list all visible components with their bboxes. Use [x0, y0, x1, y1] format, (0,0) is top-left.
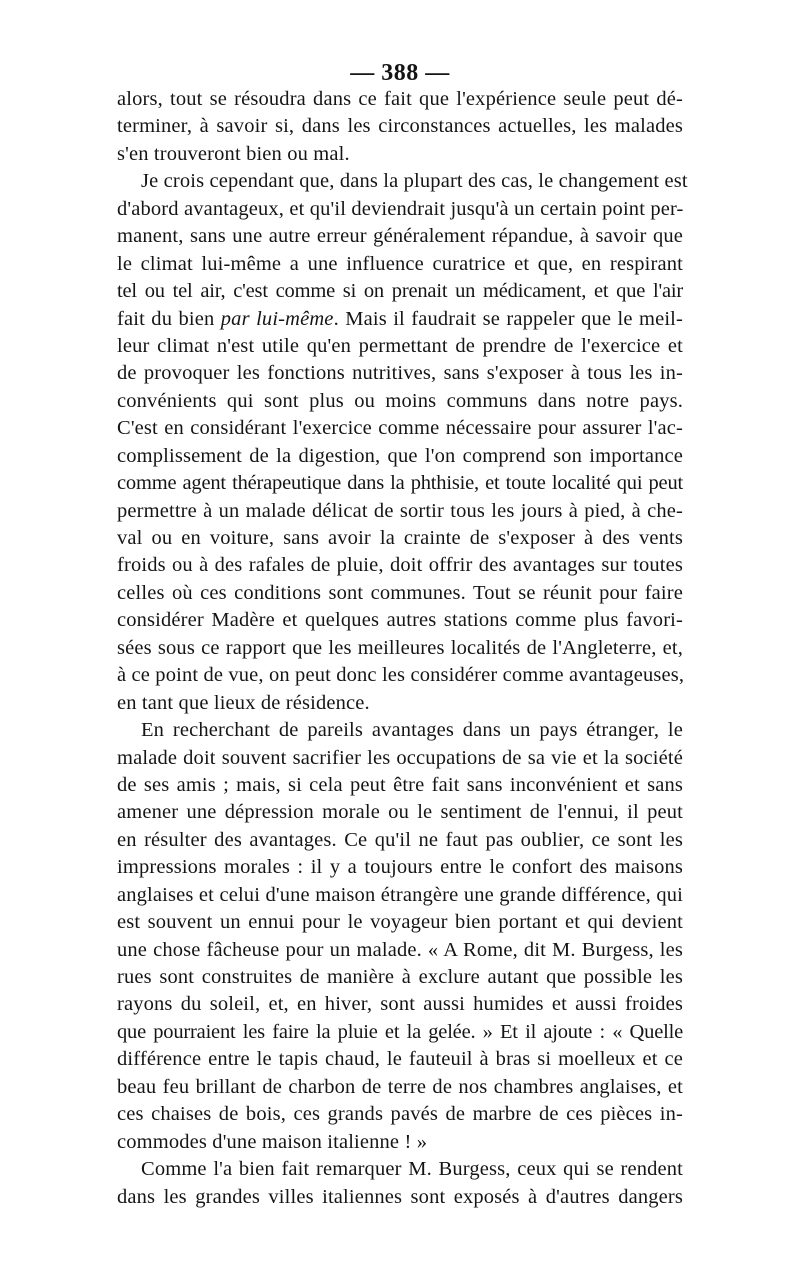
text-line: sées sous ce rapport que les meilleures localités de l'Angleterre, et, [117, 636, 683, 659]
text-line: malade doit souvent sacrifier les occupations de sa vie et la société [117, 746, 683, 769]
page-number: — 388 — [350, 60, 450, 86]
text-line: permettre à un malade délicat de sortir tous les jours à pied, à che- [117, 499, 683, 522]
text-line: leur climat n'est utile qu'en permettant de prendre de l'exercice et [117, 334, 683, 357]
text-line: que pourraient les faire la pluie et la gelée. » Et il ajoute : « Quelle [117, 1020, 683, 1043]
text-line: tel ou tel air, c'est comme si on prenait un médicament, et que l'air [117, 280, 683, 303]
text-line: comme agent thérapeutique dans la phthisie, et toute localité qui peut [117, 472, 683, 495]
text-line: convénients qui sont plus ou moins communs dans notre pays. [117, 389, 683, 412]
italic-emphasis: par lui-même [220, 307, 334, 330]
text-line: d'abord avantageux, et qu'il deviendrait jusqu'à un certain point per- [117, 197, 684, 220]
text-line: considérer Madère et quelques autres stations comme plus favori- [117, 609, 683, 632]
text-line: val ou en voiture, sans avoir la crainte de s'exposer à des vents [117, 527, 683, 549]
paragraph-start-line: En recherchant de pareils avantages dans un pays étranger, le [141, 719, 683, 742]
text-line: impressions morales : il y a toujours entre le confort des maisons [117, 856, 683, 879]
text-line: rayons du soleil, et, en hiver, sont aussi humides et aussi froides [117, 993, 683, 1016]
text-line: beau feu brillant de charbon de terre de nos chambres anglaises, et [117, 1075, 683, 1098]
paragraph-start-line: Comme l'a bien fait remarquer M. Burgess, ceux qui se rendent [141, 1158, 683, 1181]
text-line: en tant que lieux de résidence. [117, 691, 370, 714]
text-line: celles où ces conditions sont communes. Tout se réunit pour faire [117, 581, 683, 604]
text-line: en résulter des avantages. Ce qu'il ne faut pas oublier, ce sont les [117, 828, 683, 851]
text-line: froids ou à des rafales de pluie, doit offrir des avantages sur toutes [117, 554, 683, 577]
text-line: est souvent un ennui pour le voyageur bien portant et qui devient [117, 911, 683, 934]
text-line: différence entre le tapis chaud, le fauteuil à bras si moelleux et ce [117, 1048, 683, 1071]
text-line: manent, sans une autre erreur généralement répandue, à savoir que [117, 225, 683, 248]
text-line: alors, tout se résoudra dans ce fait que l'expérience seule peut dé- [117, 88, 683, 110]
text-segment: fait du bien [117, 307, 221, 330]
paragraph-start-line: Je crois cependant que, dans la plupart des cas, le changement est [141, 170, 688, 193]
text-line: rues sont construites de manière à exclure autant que possible les [117, 966, 683, 988]
text-line: ces chaises de bois, ces grands pavés de marbre de ces pièces in- [117, 1103, 683, 1126]
text-line: dans les grandes villes italiennes sont exposés à d'autres dangers [117, 1185, 683, 1208]
text-line: anglaises et celui d'une maison étrangère une grande différence, qui [117, 883, 683, 906]
text-line: de ses amis ; mais, si cela peut être fait sans inconvénient et sans [117, 773, 683, 796]
body-text [117, 86, 688, 1211]
text-line: de provoquer les fonctions nutritives, sans s'exposer à tous les in- [117, 362, 683, 385]
text-line: une chose fâcheuse pour un malade. « A Rome, dit M. Burgess, les [117, 938, 683, 961]
text-line: à ce point de vue, on peut donc les considérer comme avantageuses, [117, 664, 685, 687]
text-line: complissement de la digestion, que l'on comprend son importance [117, 444, 683, 467]
text-line: terminer, à savoir si, dans les circonstances actuelles, les malades [117, 115, 683, 138]
text-line: amener une dépression morale ou le sentiment de l'ennui, il peut [117, 801, 683, 824]
text-line: s'en trouveront bien ou mal. [117, 142, 350, 165]
text-line: le climat lui-même a une influence curatrice et que, en respirant [117, 252, 683, 275]
text-segment: . Mais il faudrait se rappeler que le meil- [333, 307, 684, 330]
text-line: C'est en considérant l'exercice comme nécessaire pour assurer l'ac- [117, 417, 683, 440]
text-line: commodes d'une maison italienne ! » [117, 1130, 428, 1153]
text-line-with-italic [117, 306, 683, 333]
